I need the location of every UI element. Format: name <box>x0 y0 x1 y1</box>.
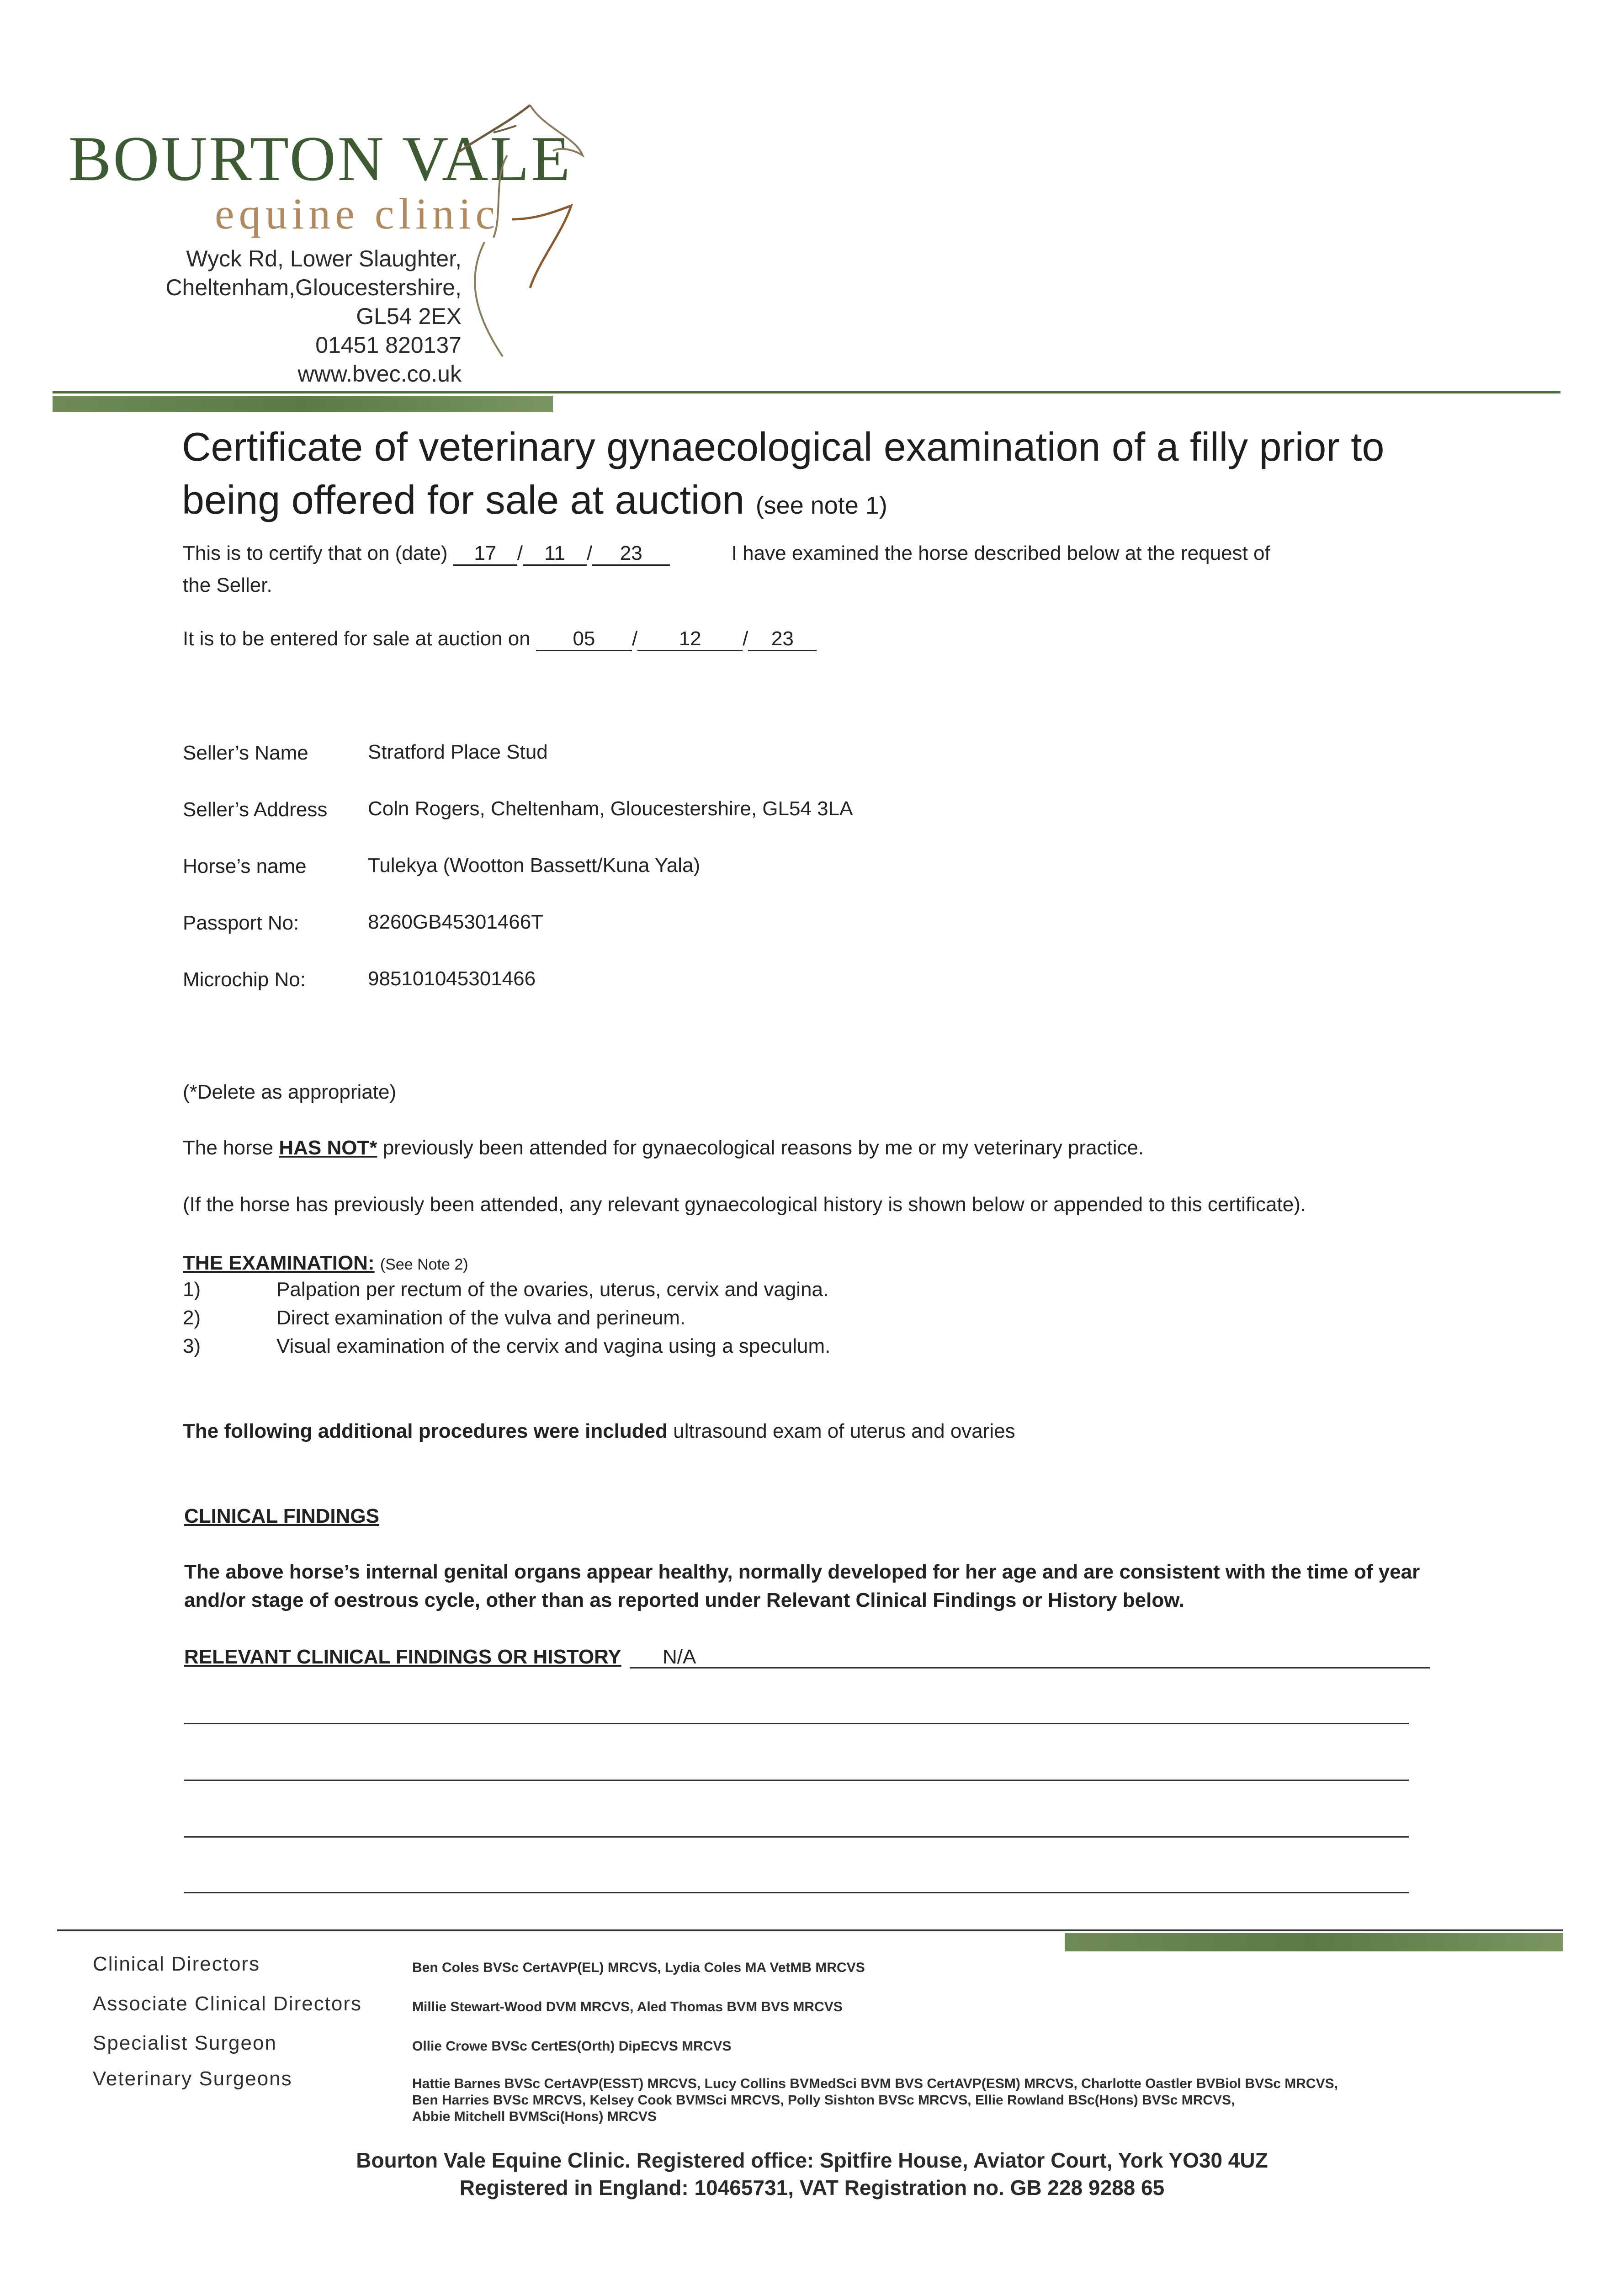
footer-names-line: Hattie Barnes BVSc CertAVP(ESST) MRCVS, Lucy Collins BVMedSci BVM BVS CertAVP(ESM) MRCVS, Charlotte Oastler BVBiol BVSc MRCVS, <box>412 2076 1338 2091</box>
horse-name-value: Tulekya (Wootton Bassett/Kuna Yala) <box>368 854 701 877</box>
horse-name-label: Horse’s name <box>183 855 307 877</box>
exam-item-number: 2) <box>183 1307 201 1329</box>
certificate-title <box>182 420 1507 532</box>
clinic-address <box>50 244 462 388</box>
footer-label-specialist-surgeon: Specialist Surgeon <box>93 2032 277 2054</box>
exam-item-text: Visual examination of the cervix and vagina using a speculum. <box>276 1335 831 1357</box>
seller-address-label: Seller’s Address <box>183 798 328 821</box>
footer-rule <box>57 1929 1563 1931</box>
exam-item-text: Palpation per rectum of the ovaries, uterus, cervix and vagina. <box>276 1278 829 1301</box>
clinic-logo-subtitle: equine clinic <box>215 189 500 238</box>
examination-note: (See Note 2) <box>380 1256 468 1273</box>
exam-item-number: 3) <box>183 1335 201 1357</box>
relevant-findings-value: N/A <box>663 1646 696 1668</box>
auction-year: 23 <box>748 628 817 651</box>
history-note: (If the horse has previously been attended, any relevant gynaecological history is shown below or appended to this certificate). <box>183 1193 1306 1216</box>
findings-blank-line <box>184 1780 1409 1781</box>
footer-names-specialist-surgeon: Ollie Crowe BVSc CertES(Orth) DipECVS MRCVS <box>412 2039 732 2054</box>
title-note: (see note 1) <box>755 492 887 519</box>
address-phone: 01451 820137 <box>315 332 462 358</box>
clinical-statement-line-2: and/or stage of oestrous cycle, other than as reported under Relevant Clinical Findings or History below. <box>184 1589 1185 1611</box>
auction-date-statement: It is to be entered for sale at auction on 05 / 12 / 23 <box>183 627 817 651</box>
certify-statement: This is to certify that on (date) 17 / 11 / 23 I have examined the horse described below at the request of <box>183 542 1270 566</box>
title-line-1: Certificate of veterinary gynaecological examination of a filly prior to <box>182 424 1385 469</box>
auction-month: 12 <box>637 628 743 651</box>
exam-month: 11 <box>523 542 587 566</box>
attended-statement: The horse HAS NOT* previously been attended for gynaecological reasons by me or my veterinary practice. <box>183 1137 1144 1159</box>
address-line: Wyck Rd, Lower Slaughter, <box>186 246 462 271</box>
footer-names-veterinary-surgeons <box>412 2076 1338 2125</box>
registered-office: Bourton Vale Equine Clinic. Registered office: Spitfire House, Aviator Court, York YO30 4UZ <box>356 2148 1268 2172</box>
header-green-bar <box>53 396 553 412</box>
exam-year: 23 <box>592 542 670 566</box>
passport-label: Passport No: <box>183 912 299 934</box>
auction-day: 05 <box>536 628 632 651</box>
microchip-value: 985101045301466 <box>368 967 536 990</box>
clinical-findings-heading: CLINICAL FINDINGS <box>184 1505 379 1527</box>
findings-blank-line <box>184 1723 1409 1724</box>
address-website: www.bvec.co.uk <box>297 361 462 387</box>
attended-status: HAS NOT* <box>279 1137 377 1159</box>
additional-procedures: The following additional procedures were included ultrasound exam of uterus and ovaries <box>183 1420 1015 1442</box>
relevant-findings-line <box>630 1667 1430 1669</box>
seller-address-value: Coln Rogers, Cheltenham, Gloucestershire, GL54 3LA <box>368 797 853 820</box>
footer-names-clinical-directors: Ben Coles BVSc CertAVP(EL) MRCVS, Lydia Coles MA VetMB MRCVS <box>412 1960 865 1975</box>
findings-blank-line <box>184 1836 1409 1838</box>
footer-label-associate-directors: Associate Clinical Directors <box>93 1993 362 2015</box>
footer-label-veterinary-surgeons: Veterinary Surgeons <box>93 2067 292 2090</box>
footer-names-line: Abbie Mitchell BVMSci(Hons) MRCVS <box>412 2109 657 2124</box>
address-line: Cheltenham,Gloucestershire, <box>165 275 462 300</box>
footer-names-associate-directors: Millie Stewart-Wood DVM MRCVS, Aled Thomas BVM BVS MRCVS <box>412 1999 843 2014</box>
exam-item-number: 1) <box>183 1278 201 1301</box>
examination-heading: THE EXAMINATION: (See Note 2) <box>183 1252 468 1274</box>
clinic-logo-name: BOURTON VALE <box>69 123 572 194</box>
delete-note: (*Delete as appropriate) <box>183 1081 397 1103</box>
address-line: GL54 2EX <box>356 303 462 329</box>
findings-blank-line <box>184 1892 1409 1893</box>
footer-label-clinical-directors: Clinical Directors <box>93 1953 260 1975</box>
footer-names-line: Ben Harries BVSc MRCVS, Kelsey Cook BVMSci MRCVS, Polly Sishton BVSc MRCVS, Ellie Rowland BSc(Hons) BVSc MRCVS, <box>412 2093 1235 2108</box>
seller-name-label: Seller’s Name <box>183 742 308 764</box>
exam-item-text: Direct examination of the vulva and perineum. <box>276 1307 686 1329</box>
additional-procedures-value: ultrasound exam of uterus and ovaries <box>673 1420 1015 1442</box>
seller-name-value: Stratford Place Stud <box>368 741 548 763</box>
relevant-findings-label: RELEVANT CLINICAL FINDINGS OR HISTORY <box>184 1646 621 1668</box>
registration-numbers: Registered in England: 10465731, VAT Registration no. GB 228 9288 65 <box>459 2176 1165 2200</box>
clinical-statement-line-1: The above horse’s internal genital organs appear healthy, normally developed for her age and are consistent with the time of year <box>184 1561 1420 1583</box>
title-line-2: being offered for sale at auction (see note 1) <box>182 477 887 522</box>
certify-statement-end: the Seller. <box>183 574 272 596</box>
header-rule <box>53 391 1560 393</box>
exam-day: 17 <box>453 542 517 566</box>
passport-value: 8260GB45301466T <box>368 911 544 933</box>
footer-green-bar <box>1065 1933 1563 1951</box>
microchip-label: Microchip No: <box>183 968 306 991</box>
